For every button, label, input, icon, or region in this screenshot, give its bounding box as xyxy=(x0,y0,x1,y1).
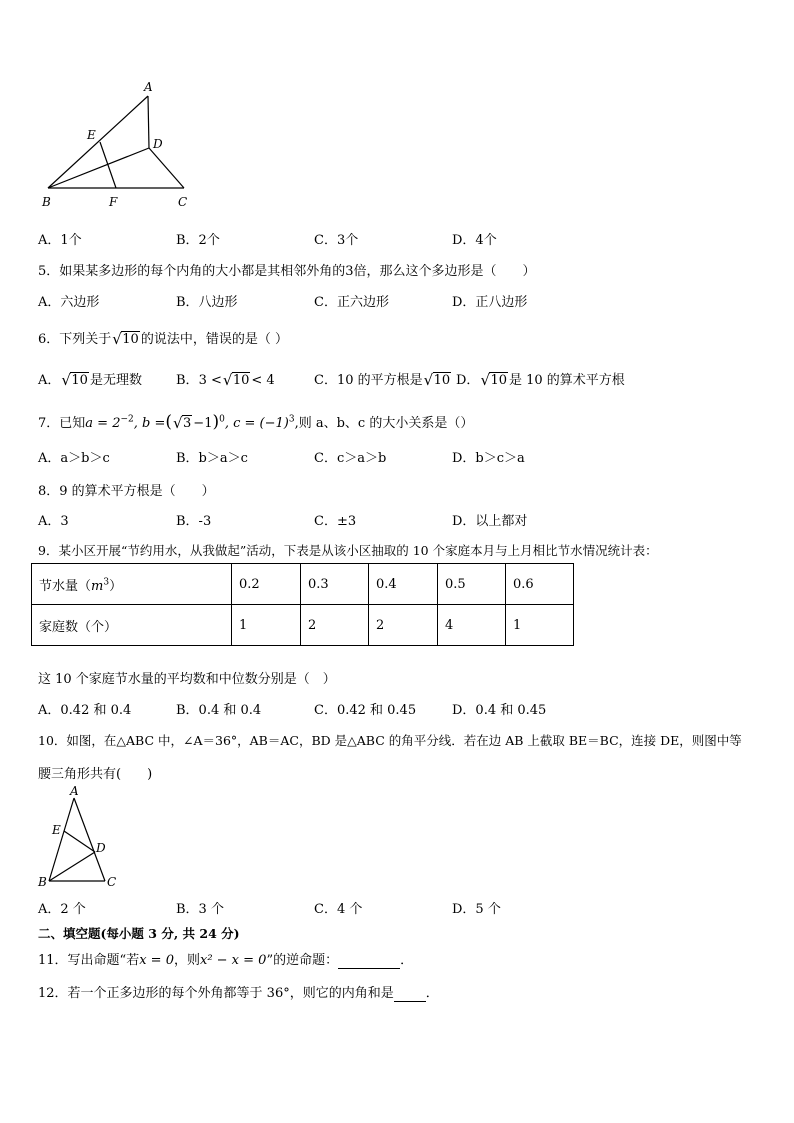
q4-option-a: A．1个 xyxy=(38,233,82,248)
q10-stem-line1: 10．如图，在△ABC 中，∠A＝36°，AB＝AC，BD 是△ABC 的角平分线．若在边 AB 上截取 BE＝BC，连接 DE，则图中等 xyxy=(38,733,742,748)
answer-blank[interactable] xyxy=(394,986,426,1002)
q8-option-d: D．以上都对 xyxy=(452,514,528,529)
q10-option-b: B．3 个 xyxy=(176,902,224,917)
q5-option-c: C．正六边形 xyxy=(314,295,389,310)
q6-option-a: A． √ 10 是无理数 xyxy=(38,371,142,389)
table-cell: 0.2 xyxy=(232,564,301,605)
q5-stem: 5．如果某多边形的每个内角的大小都是其相邻外角的3倍，那么这个多边形是（ ） xyxy=(38,264,536,279)
table-cell: 0.4 xyxy=(369,564,438,605)
q5-option-a: A．六边形 xyxy=(38,295,100,310)
row1-header: 节水量$(m^3)$ xyxy=(32,564,232,605)
row2-header: 家庭数（个） xyxy=(32,605,232,646)
q7-option-b: B．b＞a＞c xyxy=(176,451,248,466)
q5-option-b: B．八边形 xyxy=(176,295,238,310)
fig1-segment-ef xyxy=(100,142,116,188)
water-saving-table xyxy=(31,563,574,646)
fig2-label-a: A xyxy=(70,784,79,798)
triangle-figure-1 xyxy=(36,78,196,213)
q9-stem: 9．某小区开展“节约用水，从我做起”活动，下表是从该小区抽取的 10 个家庭本月与上月相比节水情况统计表： xyxy=(38,543,658,558)
q12-stem: 12．若一个正多边形的每个外角都等于 36°，则它的内角和是 ． xyxy=(38,986,439,1001)
section-title-fill-in: 二、填空题(每小题 3 分, 共 24 分) xyxy=(38,926,240,941)
table-row xyxy=(32,605,574,646)
table-cell: 2 xyxy=(369,605,438,646)
fig1-side-ac xyxy=(148,96,149,148)
q7-option-c: C．c＞a＞b xyxy=(314,451,387,466)
answer-blank[interactable] xyxy=(338,953,400,969)
q6-stem: 6．下列关于 √ 10 的说法中，错误的是（ ） xyxy=(38,330,288,348)
fig2-side-ab xyxy=(49,798,74,881)
q9-option-a: A．0.42 和 0.4 xyxy=(38,703,132,718)
q9-option-c: C．0.42 和 0.45 xyxy=(314,703,417,718)
fig1-label-b: B xyxy=(42,195,51,209)
fig1-segment-bd xyxy=(48,148,149,188)
q10-option-c: C．4 个 xyxy=(314,902,363,917)
q7-stem: 7．已知$a = 2^{-2}$, b =( √ 3 −1)$^0$, $c = (-1)^3$,则 a、b、c 的大小关系是（） xyxy=(38,412,474,432)
fig2-side-ac xyxy=(74,798,105,881)
q4-option-d: D．4个 xyxy=(452,233,497,248)
q9-option-d: D．0.4 和 0.45 xyxy=(452,703,547,718)
q8-option-b: B．-3 xyxy=(176,514,212,529)
q10-option-a: A．2 个 xyxy=(38,902,86,917)
q10-option-d: D．5 个 xyxy=(452,902,501,917)
fig1-side-dc xyxy=(149,148,184,188)
q8-option-c: C．±3 xyxy=(314,514,357,529)
table-cell: 2 xyxy=(301,605,369,646)
fig2-label-e: E xyxy=(52,823,61,837)
fig2-label-c: C xyxy=(107,875,117,889)
table-cell: 4 xyxy=(438,605,506,646)
triangle-figure-2 xyxy=(30,784,130,892)
q6-option-c: C．10 的平方根是 √ 10 xyxy=(314,371,451,389)
table-row xyxy=(32,564,574,605)
q8-option-a: A．3 xyxy=(38,514,69,529)
fig1-label-e: E xyxy=(87,128,96,142)
q10-stem-line2: 腰三角形共有( ) xyxy=(38,767,153,782)
table-cell: 0.3 xyxy=(301,564,369,605)
table-cell: 0.6 xyxy=(506,564,574,605)
q8-stem: 8．9 的算术平方根是（ ） xyxy=(38,484,215,499)
fig1-label-f: F xyxy=(109,195,118,209)
fig1-label-d: D xyxy=(153,137,163,151)
fig1-label-c: C xyxy=(178,195,188,209)
q7-option-d: D．b＞c＞a xyxy=(452,451,525,466)
q11-stem: 11．写出命题“若x = 0，则x² − x = 0”的逆命题： ． xyxy=(38,953,414,968)
q5-option-d: D．正八边形 xyxy=(452,295,528,310)
q9-option-b: B．0.4 和 0.4 xyxy=(176,703,262,718)
q4-option-c: C．3个 xyxy=(314,233,359,248)
fig1-label-a: A xyxy=(144,80,153,94)
q6-option-d: D． √ 10 是 10 的算术平方根 xyxy=(456,371,625,389)
table-cell: 0.5 xyxy=(438,564,506,605)
table-cell: 1 xyxy=(506,605,574,646)
q9-followup: 这 10 个家庭节水量的平均数和中位数分别是（ ） xyxy=(38,672,336,687)
q6-option-b: B．3 < √ 10 < 4 xyxy=(176,371,275,389)
fig2-label-b: B xyxy=(38,875,47,889)
fig1-side-ba xyxy=(48,96,148,188)
q7-option-a: A．a＞b＞c xyxy=(38,451,110,466)
q4-option-b: B．2个 xyxy=(176,233,220,248)
fig2-label-d: D xyxy=(96,841,106,855)
table-cell: 1 xyxy=(232,605,301,646)
